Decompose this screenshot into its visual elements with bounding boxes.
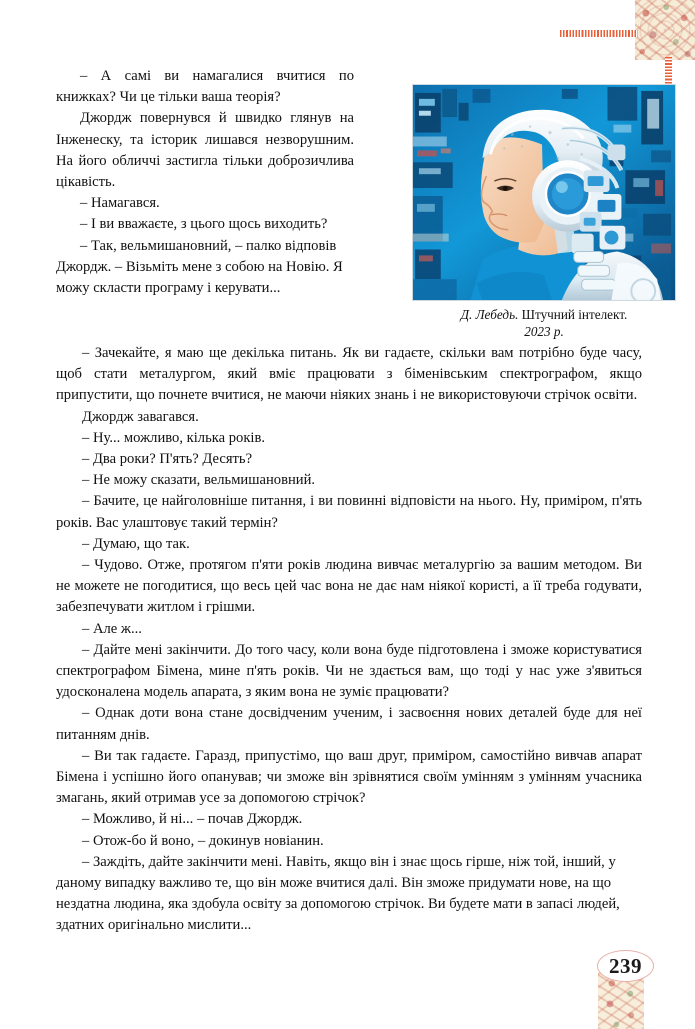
paragraph: – Можливо, й ні... – почав Джордж. [82, 811, 303, 828]
paragraph: – Ну... можливо, кілька років. [82, 429, 265, 446]
illustration-figure [412, 84, 676, 341]
paragraph: – Два роки? П'ять? Десять? [82, 451, 253, 468]
paragraph: – Дайте мені закінчити. До того часу, коли вона буде підготовлена і зможе користуватися спектрографом Бімена, мине п'ять років. Чи не здається вам, що тоді у нас уже з'явиться удосконалена модель апарата, з яким вона не зуміє працювати? [56, 641, 642, 701]
paragraph: Джордж повернувся й швидко глянув на Інженеску, та історик лишався незворушним. На його обличчі застигла тільки доброзичлива цікавість. [56, 110, 354, 191]
text-column-left [56, 66, 354, 299]
floral-ornament-icon [635, 0, 695, 60]
paragraph: – Однак доти вона стане досвідченим ученим, і засвоєння нових деталей буде для неї питанням днів. [56, 705, 642, 743]
paragraph: – Намагався. [80, 195, 160, 212]
paragraph: – Ви так гадаєте. Гаразд, припустімо, що ваш друг, приміром, самостійно вивчав апарат Бімена і успішно його опанував; чи зможе він зрівнятися своїм умінням з умінням учасника змагань, який отримав усе за допомогою стрічок? [56, 747, 642, 807]
text-body-full-width [56, 343, 642, 937]
paragraph: Джордж завагався. [82, 408, 199, 425]
paragraph: – Але ж... [82, 620, 142, 637]
artificial-intelligence-image [412, 84, 676, 301]
paragraph: – Чудово. Отже, протягом п'яти років людина вивчає металургію за вашим методом. Ви не можете не погодитися, що весь цей час вона не дає нам ніякої користі, а її треба годувати, забезпечувати житлом і грішми. [56, 557, 642, 616]
paragraph: – Заждіть, дайте закінчити мені. Навіть, якщо він і знає щось гірше, ніж той, інший, у даному випадку важливо те, що він може вчитися далі. Він зможе придумати нове, на що нездатна людина, яка здобула освіту за допомогою стрічок. Ви будете мати в запасі людей, здатних оригінально мислити... [56, 853, 620, 934]
paragraph: – А самі ви намагалися вчитися по книжках? Чи це тільки ваша теорія? [56, 68, 354, 106]
horizontal-dashed-rule [560, 30, 638, 37]
paragraph: – І ви вважаєте, з цього щось виходить? [80, 216, 328, 233]
figure-caption-author: Д. Лебедь. [460, 307, 519, 322]
paragraph: – Не можу сказати, вельмишановний. [82, 472, 316, 489]
page-number: 239 [597, 950, 654, 982]
figure-caption-year: 2023 р. [524, 323, 564, 339]
figure-caption [412, 307, 676, 341]
paragraph: – Зачекайте, я маю ще декілька питань. Як ви гадаєте, скільки вам потрібно буде часу, щоб стати металургом, який вміє працювати з біменівським спектрографом, якщо припустити, що почнете вчитися, не маючи ніяких знань і не використовуючи стрічок освіти. [56, 345, 642, 404]
paragraph: – Так, вельмишановний, – палко відповів Джордж. – Візьміть мене з собою на Новію. Я можу скласти програму і керувати... [56, 237, 343, 297]
paragraph: – Думаю, що так. [82, 535, 190, 552]
figure-caption-title: Штучний інтелект. [518, 307, 628, 322]
paragraph: – Отож-бо й воно, – докинув новіанин. [82, 832, 324, 849]
paragraph: – Бачите, це найголовніше питання, і ви повинні відповісти на нього. Ну, приміром, п'ять років. Вас улаштовує такий термін? [56, 493, 642, 531]
